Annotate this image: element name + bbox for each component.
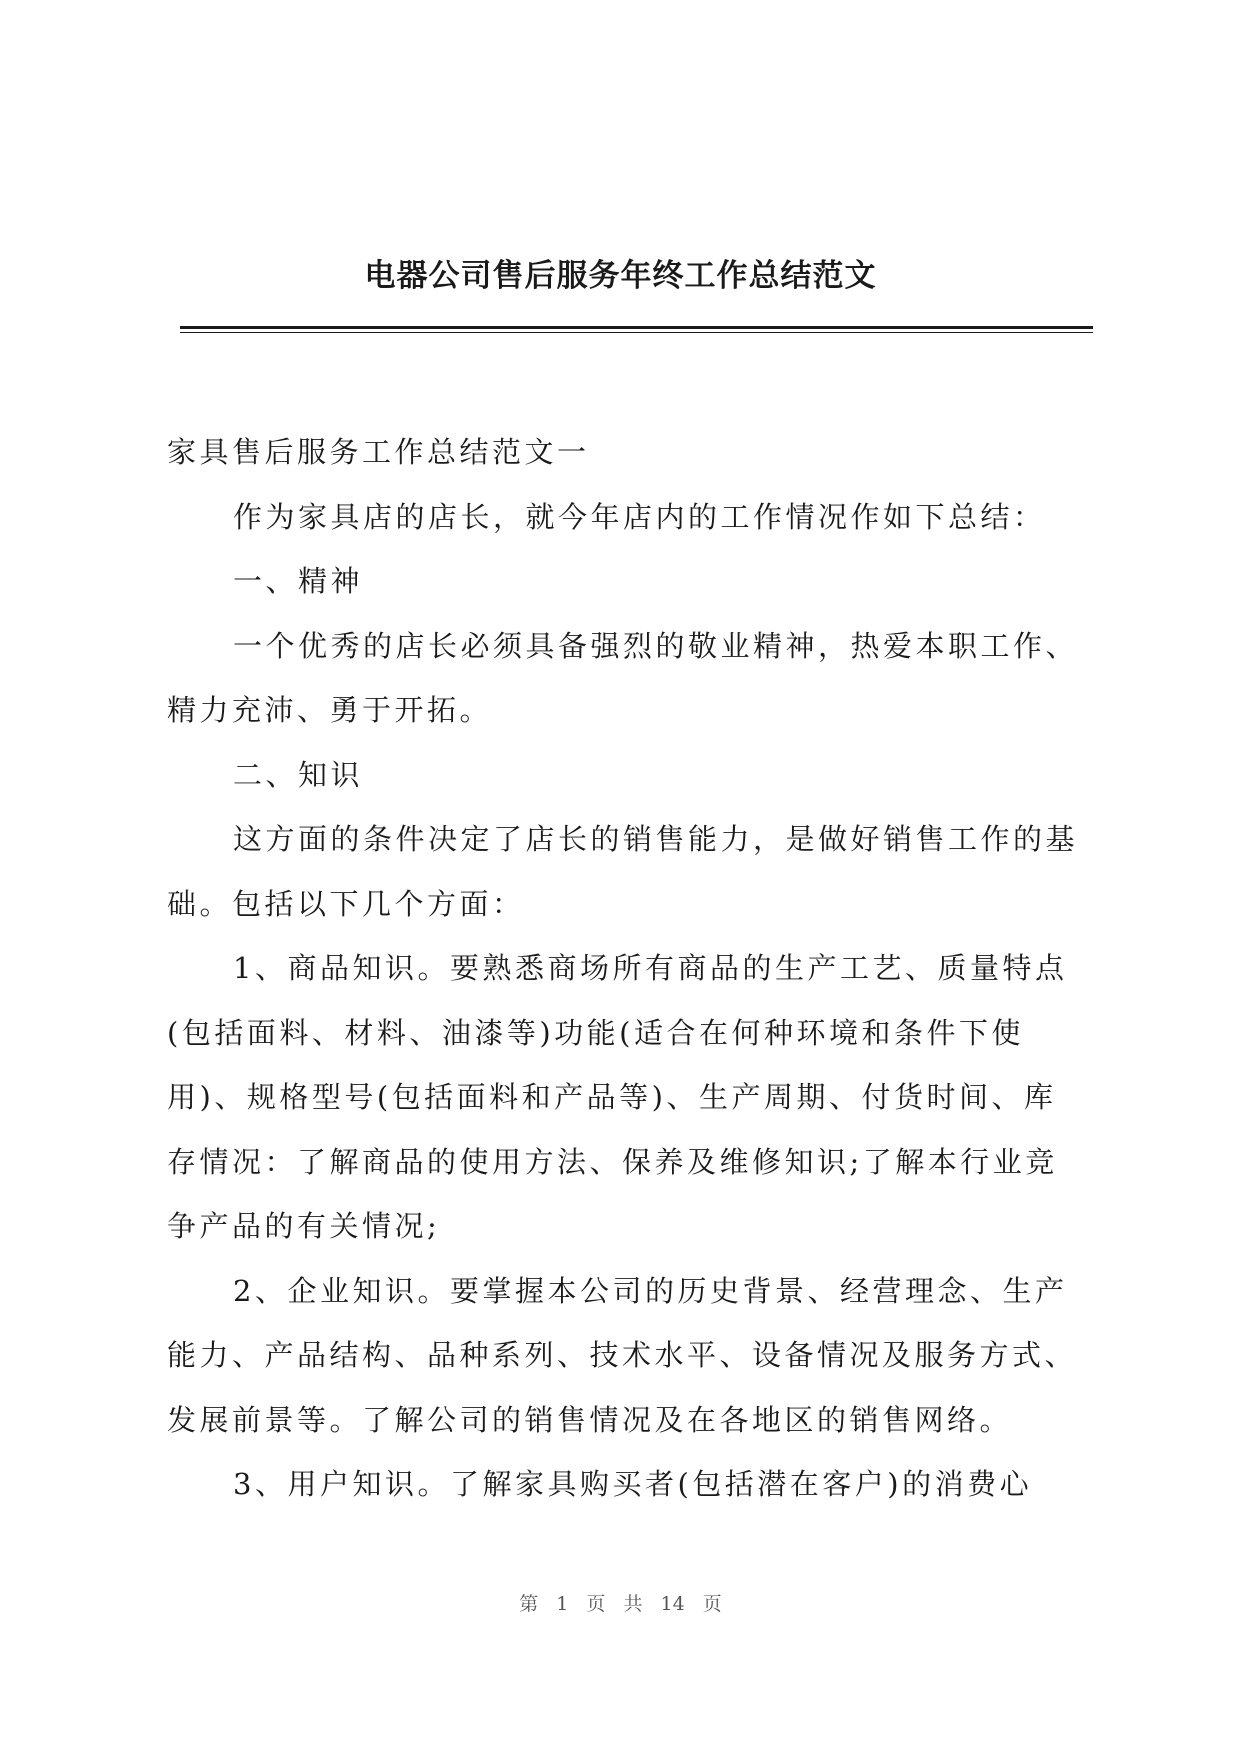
body-line: 3、用户知识。了解家具购买者(包括潜在客户)的消费心 bbox=[233, 1467, 1033, 1501]
document-body bbox=[167, 420, 1093, 1517]
document-title: 电器公司售后服务年终工作总结范文 bbox=[364, 258, 877, 294]
body-line: 一、精神 bbox=[233, 564, 364, 598]
body-line: 础。包括以下几个方面： bbox=[167, 886, 525, 921]
body-line: 能力、产品结构、品种系列、技术水平、设备情况及服务方式、 bbox=[167, 1338, 1078, 1372]
body-line: 作为家具店的店长，就今年店内的工作情况作如下总结： bbox=[233, 499, 1046, 534]
body-line: 争产品的有关情况; bbox=[167, 1209, 441, 1243]
body-line: 用)、规格型号(包括面料和产品等)、生产周期、付货时间、库 bbox=[167, 1080, 1057, 1114]
body-line: 家具售后服务工作总结范文一 bbox=[167, 435, 590, 469]
body-line: 1、商品知识。要熟悉商场所有商品的生产工艺、质量特点 bbox=[233, 951, 1068, 985]
body-line: 这方面的条件决定了店长的销售能力，是做好销售工作的基 bbox=[233, 822, 1079, 856]
body-line: 2、企业知识。要掌握本公司的历史背景、经营理念、生产 bbox=[233, 1273, 1068, 1308]
body-line: 发展前景等。了解公司的销售情况及在各地区的销售网络。 bbox=[167, 1402, 1013, 1437]
body-line: 二、知识 bbox=[233, 757, 364, 792]
body-line: (包括面料、材料、油漆等)功能(适合在何种环境和条件下使 bbox=[167, 1015, 1024, 1050]
page-number-footer: 第 1 页 共 14 页 bbox=[519, 1593, 722, 1615]
body-line: 存情况：了解商品的使用方法、保养及维修知识;了解本行业竞 bbox=[167, 1144, 1058, 1179]
title-double-rule bbox=[180, 326, 1093, 333]
body-line: 精力充沛、勇于开拓。 bbox=[167, 693, 493, 727]
body-line: 一个优秀的店长必须具备强烈的敬业精神，热爱本职工作、 bbox=[233, 628, 1079, 663]
